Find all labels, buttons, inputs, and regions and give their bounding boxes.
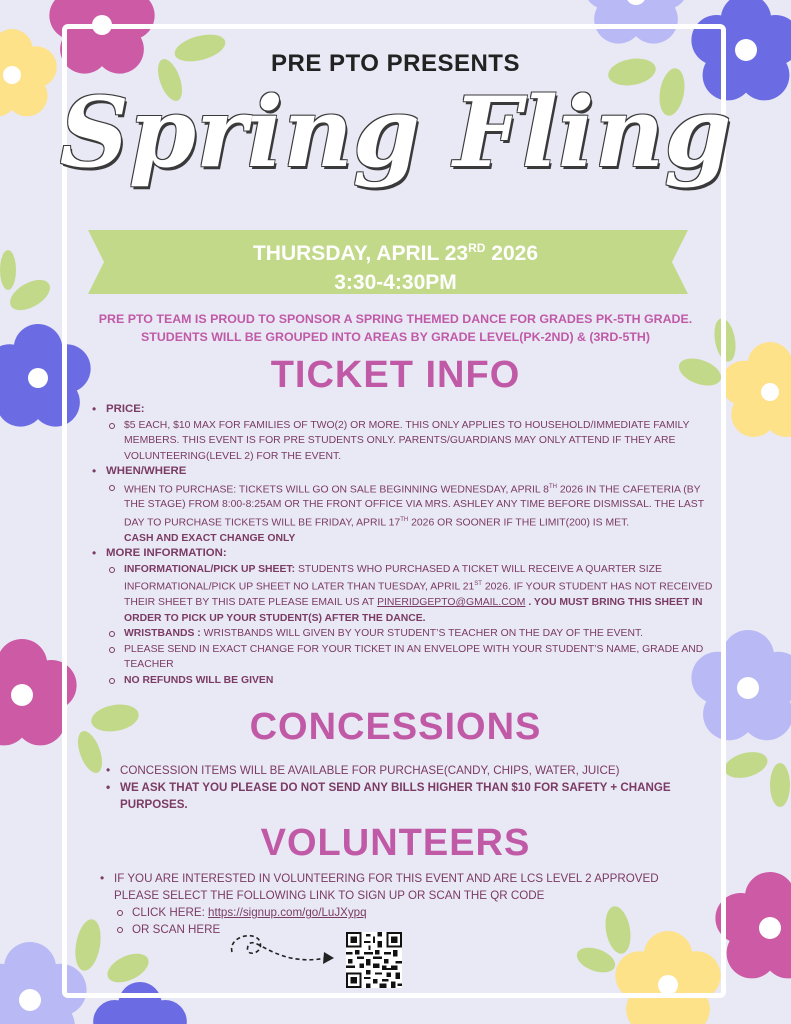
more-information-item: • MORE INFORMATION: INFORMATIONAL/PICK UP SHEET: STUDENTS WHO PURCHASED A TICKET WILL RECEIVE A QUARTER SIZE INFORMATIONAL/PICK UP SHEET NO LATER THAN TUESDAY, APRIL 21ST 2026. IF YOUR STUDENT HAS NOT RECEIVED THEIR SHEET BY THIS DATE PLEASE EMAIL US AT PINERIDGEPTO@GMAIL.COM . YOU MUST BRING THIS SHEET IN ORDER TO PICK UP YOUR STUDENT(S) AFTER THE DANCE. WRISTBANDS : WRISTBANDS WILL GIVEN BY YOUR STUDENT’S TEACHER ON THE DAY OF THE EVENT. PLEASE SEND IN EXACT CHANGE FOR YOUR TICKET IN AN ENVELOPE WITH YOUR STUDENT’S NAME, GRADE AND TEACHER NO REFUNDS WILL BE GIVEN — [90, 546, 722, 688]
event-time: 3:30-4:30PM — [334, 271, 457, 294]
volunteers-heading: VOLUNTEERS — [260, 822, 531, 864]
volunteers-list: • IF YOU ARE INTERESTED IN VOLUNTEERING FOR THIS EVENT AND ARE LCS LEVEL 2 APPROVED PLEASE SELECT THE FOLLOWING LINK TO SIGN UP OR SCAN THE QR CODE CLICK HERE: https://signup.com/go/LuJXypq OR SCAN HERE — [98, 870, 698, 938]
signup-link[interactable]: https://signup.com/go/LuJXypq — [208, 906, 367, 919]
ticket-info-heading: TICKET INFO — [270, 354, 521, 396]
event-title: Spring Fling — [59, 76, 732, 189]
email-link[interactable]: PINERIDGEPTO@GMAIL.COM — [377, 597, 526, 609]
event-date: THURSDAY, APRIL 23RD 2026 — [252, 241, 539, 265]
dashed-arrow-icon — [226, 928, 338, 976]
qr-code-icon[interactable] — [346, 932, 402, 988]
intro-text: PRE PTO TEAM IS PROUD TO SPONSOR A SPRING THEMED DANCE FOR GRADES PK-5TH GRADE. STUDENTS WILL BE GROUPED INTO AREAS BY GRADE LEVEL(PK-2ND) & (3RD-5TH) — [98, 312, 693, 344]
presents-heading: PRE PTO PRESENTS — [271, 50, 520, 77]
date-time-text — [0, 234, 791, 297]
when-where-item: • WHEN/WHERE WHEN TO PURCHASE: TICKETS WILL GO ON SALE BEGINNING WEDNESDAY, APRIL 8TH 2026 IN THE CAFETERIA (BY THE STAGE) FROM 8:00-8:25AM OR THE FRONT OFFICE VIA MRS. ASHLEY ANY TIME BEFORE DISMISSAL. THE LAST DAY TO PURCHASE TICKETS WILL BE FRIDAY, APRIL 17TH 2026 OR SOONER IF THE LIMIT(200) IS MET. CASH AND EXACT CHANGE ONLY — [90, 464, 722, 546]
concessions-list: • CONCESSION ITEMS WILL BE AVAILABLE FOR PURCHASE(CANDY, CHIPS, WATER, JUICE) • WE ASK THAT YOU PLEASE DO NOT SEND ANY BILLS HIGHER THAN $10 FOR SAFETY + CHANGE PURPOSES. — [104, 762, 724, 813]
ticket-info-list — [90, 402, 722, 688]
price-item: • PRICE: $5 EACH, $10 MAX FOR FAMILIES OF TWO(2) OR MORE. THIS ONLY APPLIES TO HOUSEHOLD/IMMEDIATE FAMILY MEMBERS. THIS EVENT IS FOR PRE STUDENTS ONLY. PARENTS/GUARDIANS MAY ONLY ATTEND IF THEY ARE VOLUNTEERING(LEVEL 2) FOR THE EVENT. — [90, 402, 722, 464]
concessions-heading: CONCESSIONS — [249, 706, 542, 748]
